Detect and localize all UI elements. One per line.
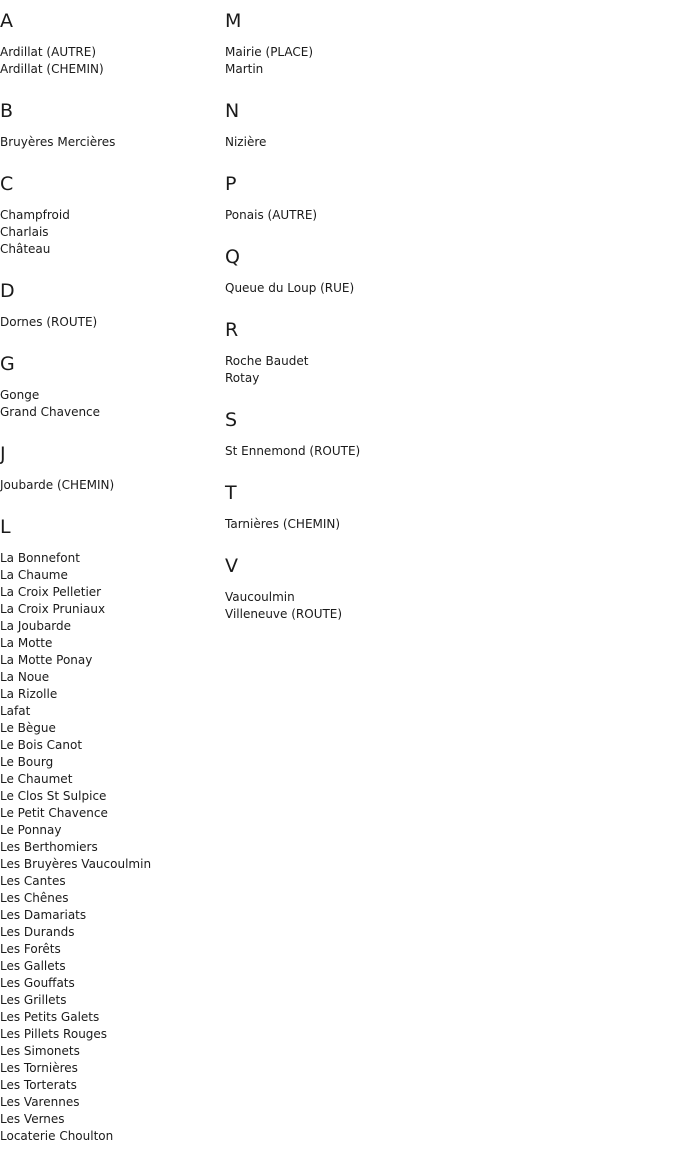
street-list (225, 207, 485, 224)
street-list (0, 550, 220, 1145)
street-link[interactable]: Les Gouffats (0, 976, 75, 990)
street-link[interactable]: La Croix Pelletier (0, 585, 102, 599)
street-link[interactable]: Château (0, 242, 51, 256)
street-link[interactable]: Les Durands (0, 925, 75, 939)
section-letter-heading: J (0, 443, 6, 465)
section-letter-heading: R (225, 319, 239, 341)
street-link[interactable]: Le Ponnay (0, 823, 62, 837)
letter-section-a (0, 8, 220, 78)
street-list (225, 516, 485, 533)
street-link[interactable]: Le Chaumet (0, 772, 73, 786)
street-link[interactable]: Queue du Loup (RUE) (225, 281, 355, 295)
section-letter-heading: S (225, 409, 238, 431)
letter-section-n (225, 98, 485, 151)
street-link[interactable]: Le Petit Chavence (0, 806, 108, 820)
street-link[interactable]: Rotay (225, 371, 260, 385)
letter-section-p (225, 171, 485, 224)
street-link[interactable]: Villeneuve (ROUTE) (225, 607, 343, 621)
letter-section-j (0, 441, 220, 494)
letter-section-c (0, 171, 220, 258)
street-link[interactable]: Les Tornières (0, 1061, 78, 1075)
street-list (0, 207, 220, 258)
street-link[interactable]: La Motte (0, 636, 53, 650)
letter-section-l (0, 514, 220, 1145)
street-list (0, 314, 220, 331)
letter-section-v (225, 553, 485, 623)
street-link[interactable]: La Rizolle (0, 687, 58, 701)
street-link[interactable]: Charlais (0, 225, 49, 239)
street-link[interactable]: Les Bruyères Vaucoulmin (0, 857, 152, 871)
street-link[interactable]: Les Forêts (0, 942, 61, 956)
street-list (0, 477, 220, 494)
street-list (0, 134, 220, 151)
street-link[interactable]: Le Bourg (0, 755, 54, 769)
section-letter-heading: P (225, 173, 237, 195)
street-link[interactable]: Les Gallets (0, 959, 66, 973)
section-letter-heading: G (0, 353, 15, 375)
street-link[interactable]: Les Simonets (0, 1044, 80, 1058)
street-link[interactable]: Les Berthomiers (0, 840, 98, 854)
street-link[interactable]: Joubarde (CHEMIN) (0, 478, 115, 492)
section-letter-heading: C (0, 173, 14, 195)
section-letter-heading: Q (225, 246, 240, 268)
street-link[interactable]: Les Damariats (0, 908, 87, 922)
street-index-column-left (0, 8, 220, 1145)
letter-section-r (225, 317, 485, 387)
letter-section-m (225, 8, 485, 78)
street-list (0, 387, 220, 421)
street-link[interactable]: La Motte Ponay (0, 653, 93, 667)
street-list (225, 44, 485, 78)
section-letter-heading: V (225, 555, 238, 577)
street-list (225, 353, 485, 387)
street-link[interactable]: Bruyères Mercières (0, 135, 116, 149)
section-letter-heading: D (0, 280, 15, 302)
letter-section-d (0, 278, 220, 331)
street-link[interactable]: Les Petits Galets (0, 1010, 100, 1024)
section-letter-heading: N (225, 100, 240, 122)
street-link[interactable]: Gonge (0, 388, 40, 402)
section-letter-heading: A (0, 10, 13, 32)
street-index-column-right (225, 8, 485, 623)
street-link[interactable]: Vaucoulmin (225, 590, 295, 604)
street-list (225, 589, 485, 623)
section-letter-heading: B (0, 100, 14, 122)
street-link[interactable]: Les Chênes (0, 891, 69, 905)
street-link[interactable]: St Ennemond (ROUTE) (225, 444, 361, 458)
street-link[interactable]: Locaterie Choulton (0, 1129, 114, 1143)
street-link[interactable]: La Chaume (0, 568, 68, 582)
street-list (225, 280, 485, 297)
letter-section-g (0, 351, 220, 421)
street-link[interactable]: Ponais (AUTRE) (225, 208, 318, 222)
street-link[interactable]: La Bonnefont (0, 551, 80, 565)
street-link[interactable]: La Noue (0, 670, 50, 684)
street-link[interactable]: Lafat (0, 704, 31, 718)
street-link[interactable]: Les Torterats (0, 1078, 77, 1092)
street-link[interactable]: Roche Baudet (225, 354, 309, 368)
street-link[interactable]: Ardillat (CHEMIN) (0, 62, 104, 76)
letter-section-t (225, 480, 485, 533)
street-list (225, 443, 485, 460)
street-link[interactable]: Les Vernes (0, 1112, 65, 1126)
street-link[interactable]: Ardillat (AUTRE) (0, 45, 97, 59)
street-link[interactable]: Les Cantes (0, 874, 66, 888)
street-link[interactable]: Le Bègue (0, 721, 56, 735)
section-letter-heading: T (225, 482, 237, 504)
street-link[interactable]: La Croix Pruniaux (0, 602, 106, 616)
street-link[interactable]: Dornes (ROUTE) (0, 315, 98, 329)
street-link[interactable]: La Joubarde (0, 619, 72, 633)
street-link[interactable]: Les Pillets Rouges (0, 1027, 108, 1041)
street-link[interactable]: Grand Chavence (0, 405, 101, 419)
section-letter-heading: L (0, 516, 11, 538)
street-list (225, 134, 485, 151)
street-link[interactable]: Champfroid (0, 208, 70, 222)
street-list (0, 44, 220, 78)
street-link[interactable]: Mairie (PLACE) (225, 45, 314, 59)
street-link[interactable]: Le Bois Canot (0, 738, 83, 752)
letter-section-s (225, 407, 485, 460)
letter-section-b (0, 98, 220, 151)
section-letter-heading: M (225, 10, 242, 32)
street-link[interactable]: Les Grillets (0, 993, 67, 1007)
street-link[interactable]: Les Varennes (0, 1095, 80, 1109)
street-link[interactable]: Tarnières (CHEMIN) (225, 517, 341, 531)
street-link[interactable]: Le Clos St Sulpice (0, 789, 107, 803)
letter-section-q (225, 244, 485, 297)
street-link[interactable]: Martin (225, 62, 264, 76)
street-link[interactable]: Nizière (225, 135, 267, 149)
